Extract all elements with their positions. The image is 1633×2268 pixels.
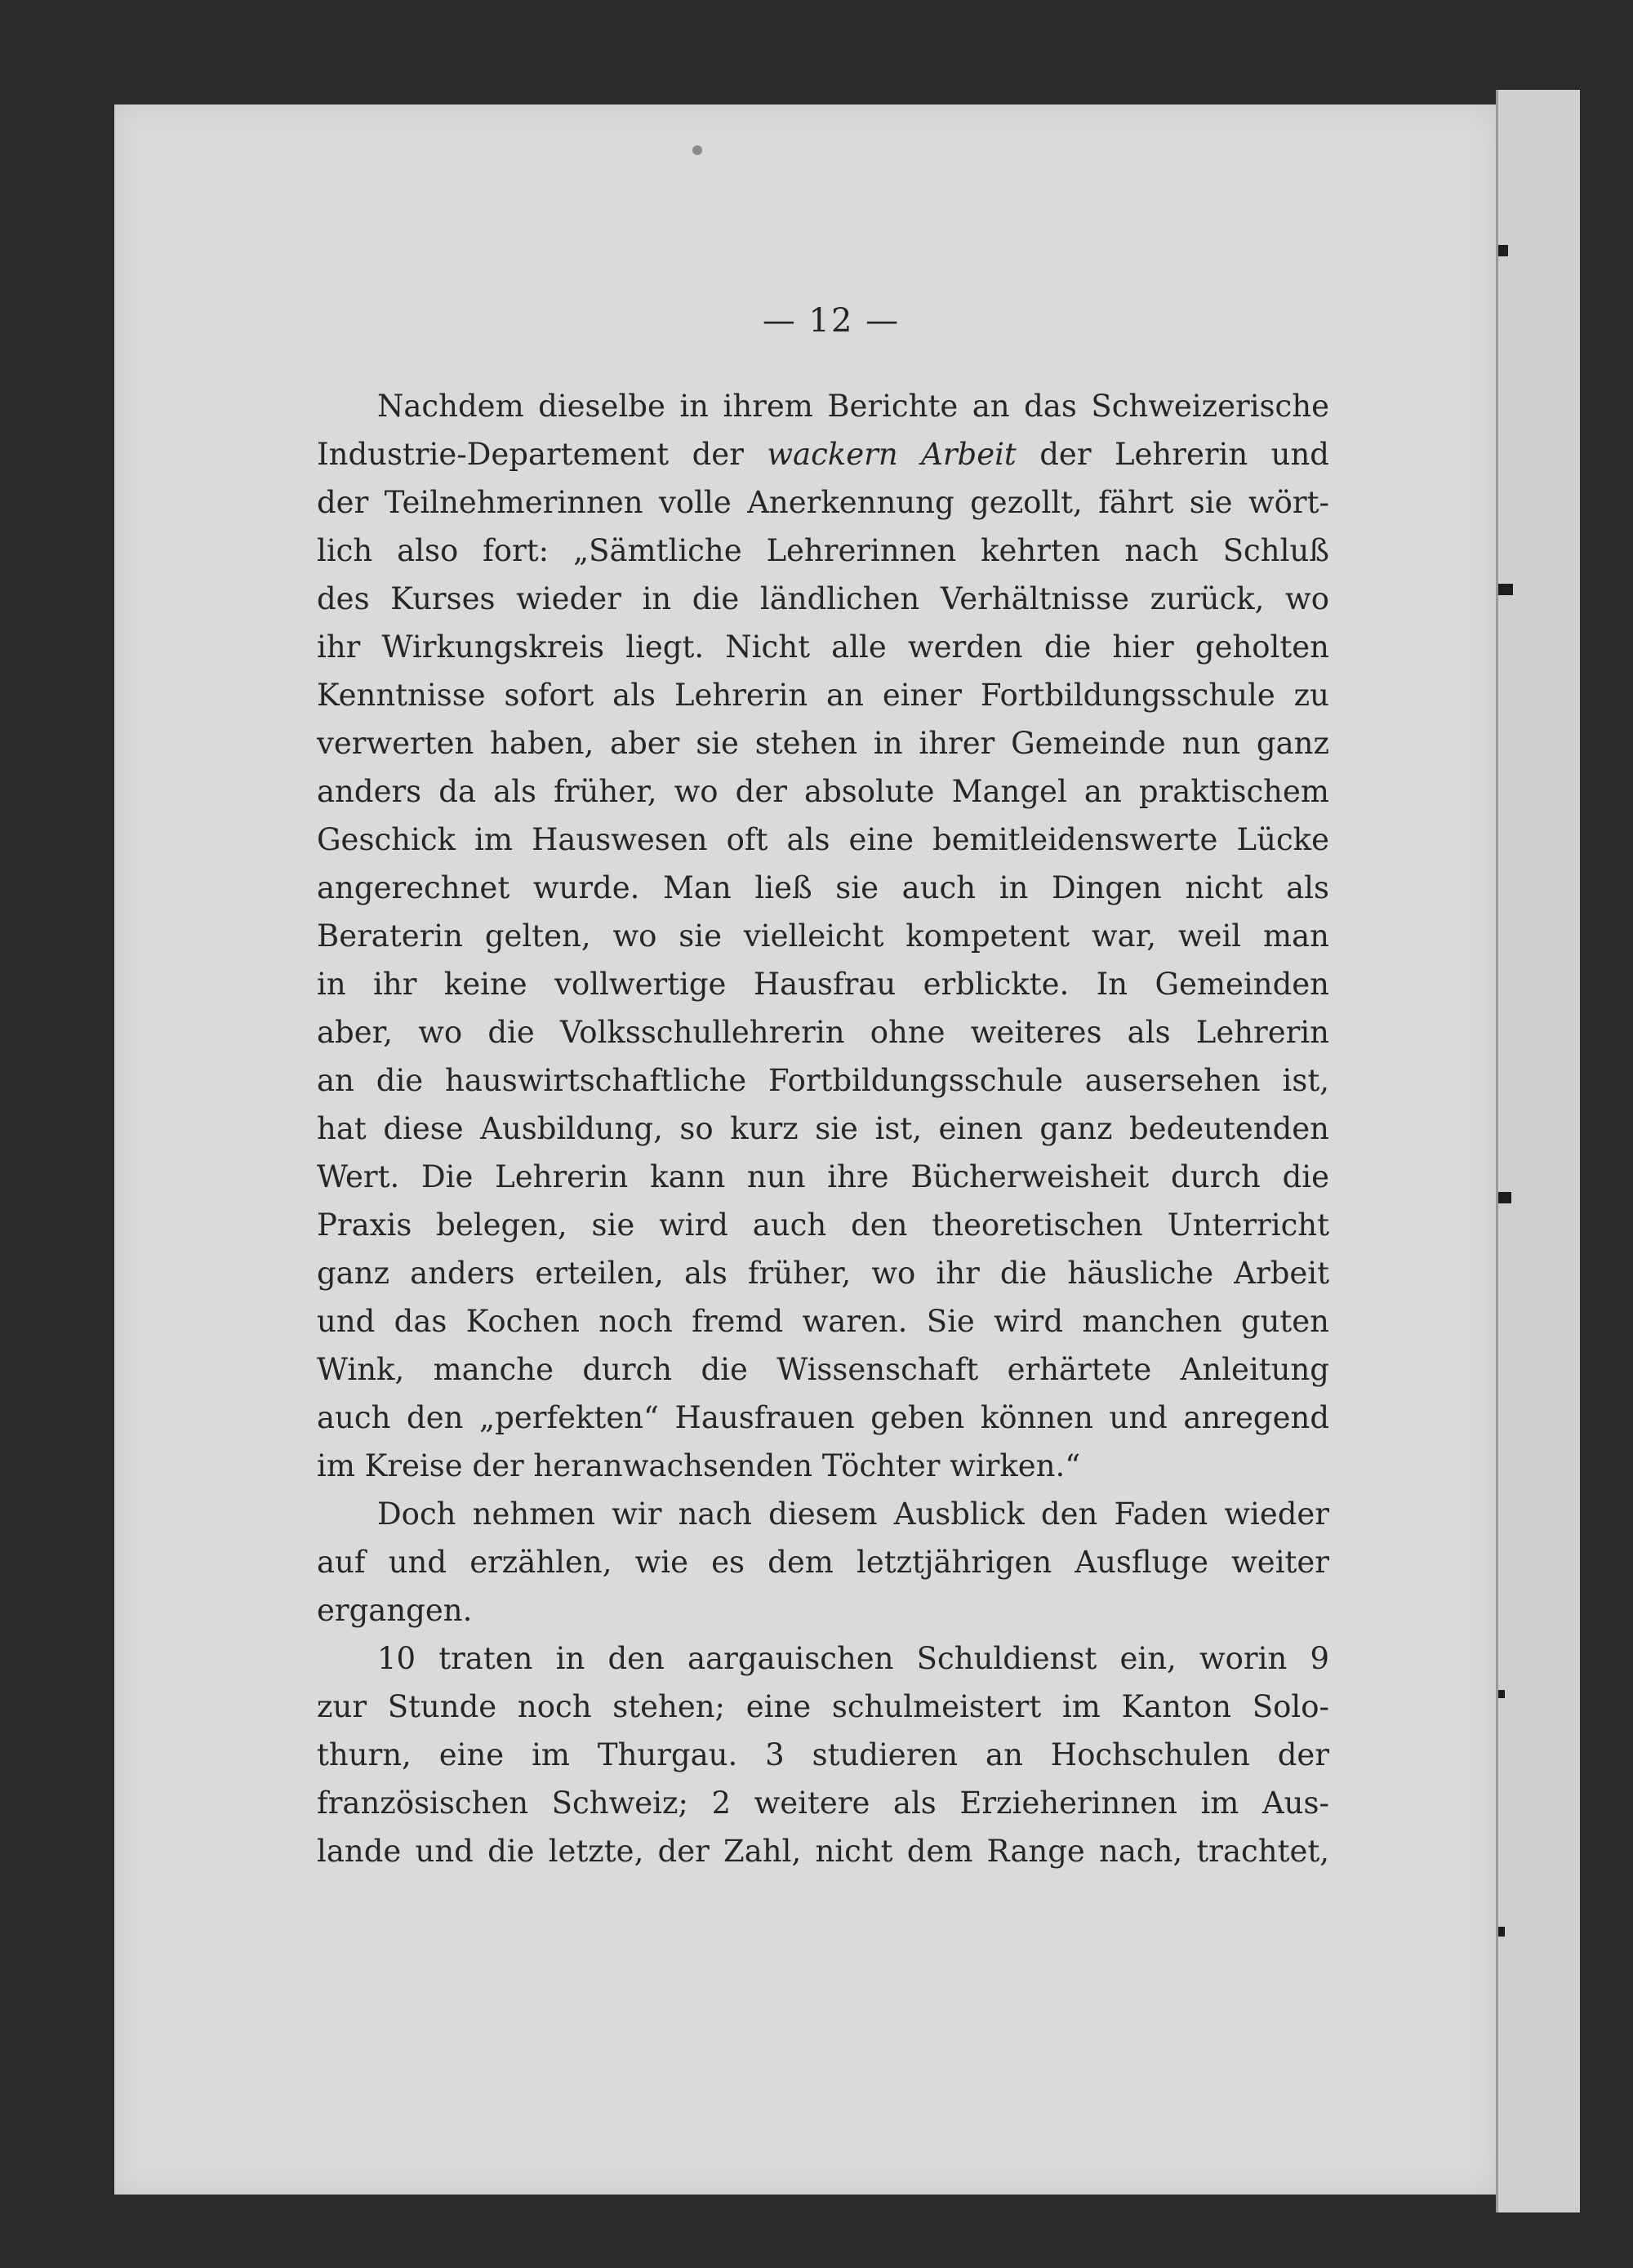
text-line: Wink, manche durch die Wissenschaft erhärtete Anleitung (317, 1352, 1329, 1387)
text-line: ergangen. (317, 1593, 473, 1628)
text-line: Geschick im Hauswesen oft als eine bemitleidenswerte Lücke (317, 822, 1329, 857)
text-line: lich also fort: „Sämtliche Lehrerinnen kehrten nach Schluß (317, 533, 1329, 568)
text-line: Beraterin gelten, wo sie vielleicht kompetent war, weil man (317, 918, 1329, 954)
text-line: in ihr keine vollwertige Hausfrau erblickte. In Gemeinden (317, 967, 1329, 1002)
binding-mark (1498, 245, 1508, 256)
text-line: an die hauswirtschaftliche Fortbildungsschule ausersehen ist, (317, 1063, 1329, 1098)
text-line: französischen Schweiz; 2 weitere als Erzieherinnen im Aus- (317, 1785, 1329, 1821)
text-line: zur Stunde noch stehen; eine schulmeistert im Kanton Solo- (317, 1689, 1329, 1724)
text-line: anders da als früher, wo der absolute Mangel an praktischem (317, 774, 1329, 809)
text-line: im Kreise der heranwachsenden Töchter wirken.“ (317, 1448, 1081, 1483)
text-line: lande und die letzte, der Zahl, nicht dem Range nach, trachtet, (317, 1834, 1329, 1869)
binding-mark (1498, 1192, 1511, 1203)
text-line: ihr Wirkungskreis liegt. Nicht alle werden die hier geholten (317, 629, 1329, 665)
text-line: angerechnet wurde. Man ließ sie auch in Dingen nicht als (317, 870, 1329, 905)
text-line: Wert. Die Lehrerin kann nun ihre Bücherweisheit durch die (317, 1159, 1329, 1194)
text-line: auf und erzählen, wie es dem letztjährigen Ausfluge weiter (317, 1545, 1329, 1580)
binding-mark (1498, 1927, 1505, 1937)
text-line: Praxis belegen, sie wird auch den theoretischen Unterricht (317, 1207, 1329, 1243)
paper-spot (692, 145, 702, 155)
text-line: auch den „perfekten“ Hausfrauen geben können und anregend (317, 1400, 1329, 1435)
text-line: thurn, eine im Thurgau. 3 studieren an Hochschulen der (317, 1737, 1329, 1772)
page-number: — 12 — (762, 302, 901, 340)
paragraph-2 (317, 1490, 1329, 1634)
text-column (317, 302, 1329, 1875)
binding-mark (1498, 1690, 1505, 1698)
text-line: hat diese Ausbildung, so kurz sie ist, einen ganz bedeutenden (317, 1111, 1329, 1146)
text-line: Doch nehmen wir nach diesem Ausblick den Faden wieder (377, 1496, 1329, 1532)
text-line: 10 traten in den aargauischen Schuldienst ein, worin 9 (377, 1641, 1329, 1676)
text-line: und das Kochen noch fremd waren. Sie wird manchen guten (317, 1304, 1329, 1339)
paragraph-1 (317, 382, 1329, 1490)
next-page-edge (1496, 90, 1580, 2212)
text-line: aber, wo die Volksschullehrerin ohne weiteres als Lehrerin (317, 1015, 1329, 1050)
text-line: ganz anders erteilen, als früher, wo ihr die häusliche Arbeit (317, 1256, 1329, 1291)
text-line: Industrie-Departement der wackern Arbeit der Lehrerin und (317, 437, 1329, 472)
text-line: Kenntnisse sofort als Lehrerin an einer Fortbildungsschule zu (317, 678, 1329, 713)
italic-emphasis: wackern Arbeit (767, 437, 1017, 472)
text-line: der Teilnehmerinnen volle Anerkennung gezollt, fährt sie wört- (317, 485, 1329, 520)
text-line: verwerten haben, aber sie stehen in ihrer Gemeinde nun ganz (317, 726, 1329, 761)
paragraph-3 (317, 1634, 1329, 1875)
text-line: Nachdem dieselbe in ihrem Berichte an das Schweizerische (377, 389, 1329, 424)
binding-mark (1498, 584, 1513, 595)
text-line: des Kurses wieder in die ländlichen Verhältnisse zurück, wo (317, 581, 1329, 616)
